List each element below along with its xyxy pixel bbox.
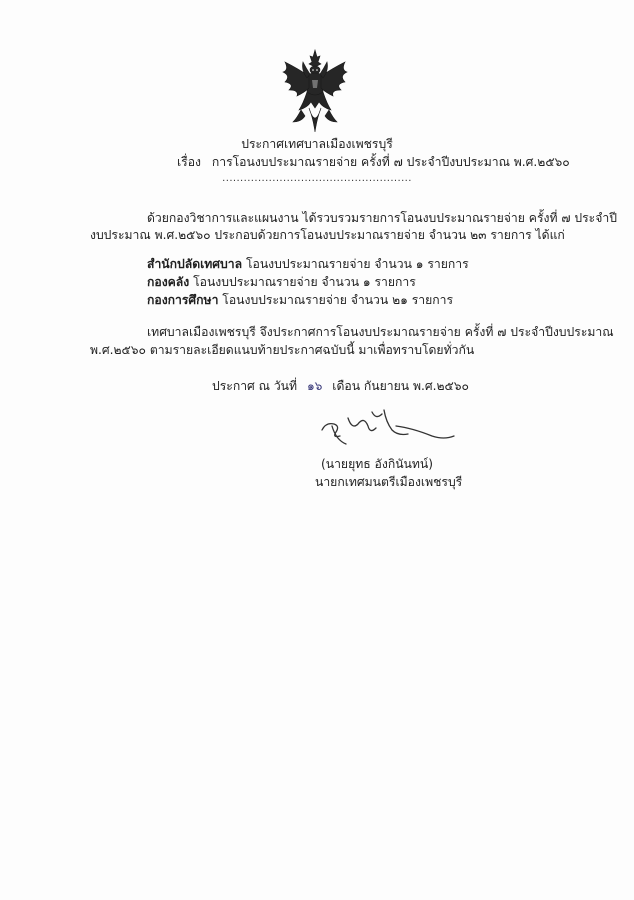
announce-date [212,378,469,394]
item-unit: สำนักปลัดเทศบาล [147,257,243,271]
item-unit: กองการศึกษา [147,293,219,307]
paragraph-1-line-1: ด้วยกองวิชาการและแผนงาน ได้รวบรวมรายการโอนงบประมาณรายจ่าย ครั้งที่ ๗ ประจำปี [147,211,617,225]
paragraph-2-line-2: พ.ศ.๒๕๖๐ ตามรายละเอียดแนบท้ายประกาศฉบับนี้ มาเพื่อทราบโดยทั่วกัน [90,343,475,357]
announce-day: ๑๖ [306,379,323,393]
item-row [147,274,416,290]
announce-prefix: ประกาศ ณ วันที่ [212,379,298,393]
item-detail: โอนงบประมาณรายจ่าย จำนวน ๑ รายการ [245,257,469,271]
item-row [147,292,453,308]
paragraph-2-line-1: เทศบาลเมืองเพชรบุรี จึงประกาศการโอนงบประมาณรายจ่าย ครั้งที่ ๗ ประจำปีงบประมาณ [147,325,614,339]
signer-name: (นายยุทธ อังกินันทน์) [321,457,433,471]
subject-prefix: เรื่อง [177,155,201,169]
garuda-emblem-icon [279,48,351,134]
announcement-title: ประกาศเทศบาลเมืองเพชรบุรี [241,137,393,151]
item-unit: กองคลัง [147,275,190,289]
signer-position: นายกเทศมนตรีเมืองเพชรบุรี [315,475,463,489]
paragraph-1-line-2: งบประมาณ พ.ศ.๒๕๖๐ ประกอบด้วยการโอนงบประมาณรายจ่าย จำนวน ๒๓ รายการ ได้แก่ [90,228,565,242]
item-detail: โอนงบประมาณรายจ่าย จำนวน ๑ รายการ [193,275,416,289]
handwritten-signature-icon [312,400,462,450]
item-detail: โอนงบประมาณรายจ่าย จำนวน ๒๑ รายการ [222,293,454,307]
subject-text: การโอนงบประมาณรายจ่าย ครั้งที่ ๗ ประจำปีงบประมาณ พ.ศ.๒๕๖๐ [211,155,570,169]
subject-line [177,154,570,170]
announce-month-year: เดือน กันยายน พ.ศ.๒๕๖๐ [332,379,469,393]
item-row [147,256,469,272]
title-divider: ..................................................... [222,173,412,184]
